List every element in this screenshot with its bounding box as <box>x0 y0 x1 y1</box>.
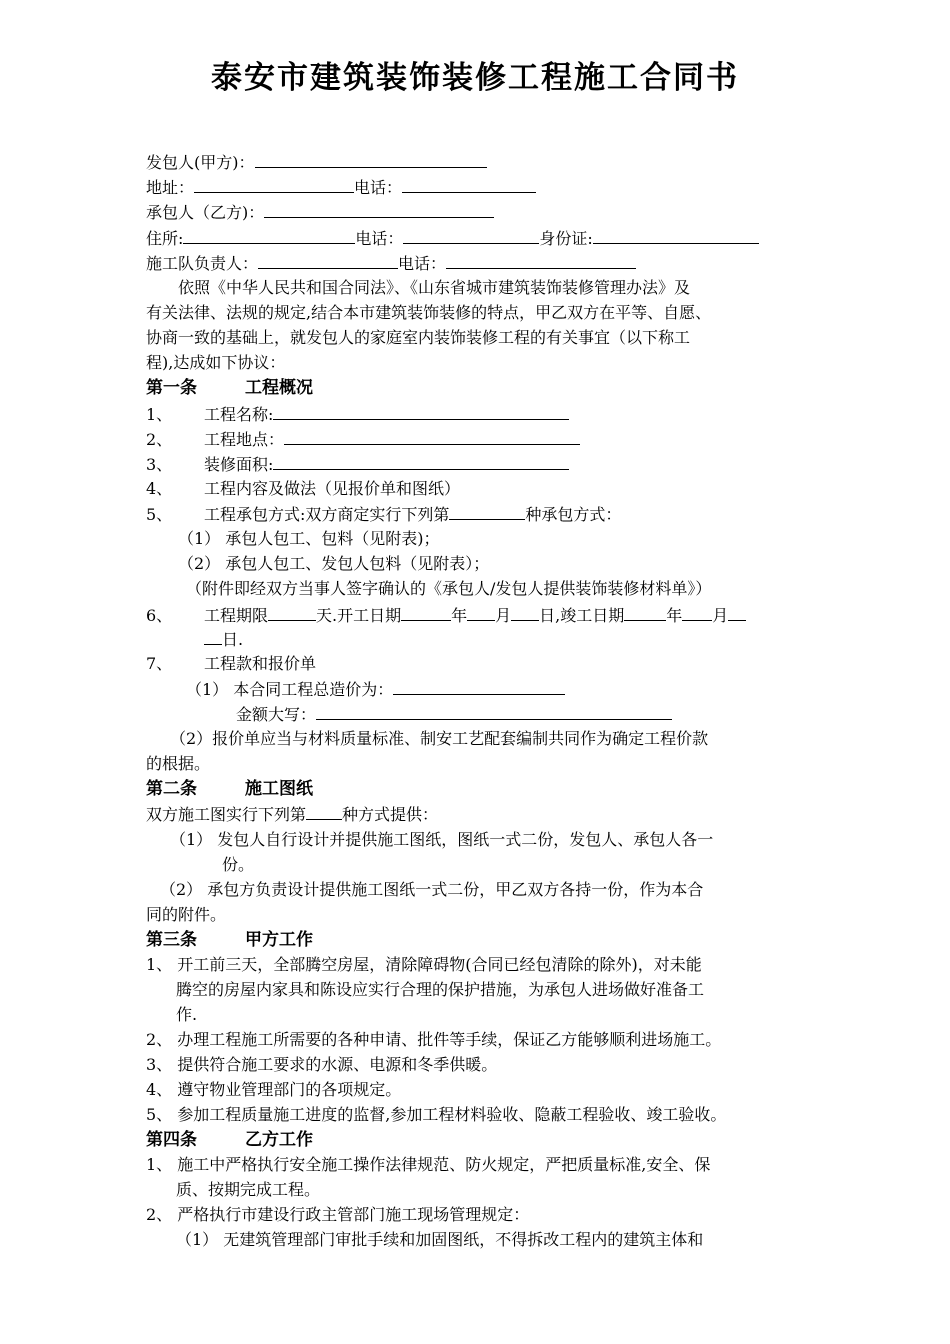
art1-item-1: 1、 工程名称: <box>146 402 569 427</box>
art1-item-6-cont: 日. <box>204 627 243 652</box>
phone2-label: 电话： <box>355 229 404 248</box>
address-line <box>146 175 536 200</box>
art3-item-1a: 1、 开工前三天，全部腾空房屋，清除障碍物(合同已经包清除的除外)，对未能 <box>146 955 702 974</box>
art2-option-2a: （2） 承包方负责设计提供施工图纸一式二份，甲乙双方各持一份，作为本合 <box>160 880 704 899</box>
art1-item-7-amount: 金额大写： <box>236 702 672 727</box>
team-leader-blank[interactable] <box>258 251 398 269</box>
start-month-blank[interactable] <box>467 603 495 621</box>
art1-item-7-2a: （2）报价单应当与材料质量标准、制安工艺配套编制共同作为确定工程价款 <box>170 729 709 748</box>
intro-line-1: 依照《中华人民共和国合同法》、《山东省城市建筑装饰装修管理办法》及 <box>178 278 691 297</box>
phone3-label: 电话： <box>398 254 447 273</box>
article-1-heading <box>146 376 313 400</box>
art1-item-5-option-2: （2） 承包人包工、发包人包料（见附表）； <box>178 554 490 573</box>
residence-label: 住所: <box>146 229 184 248</box>
end-month-blank[interactable] <box>682 603 712 621</box>
art1-item-5: 5、 工程承包方式:双方商定实行下列第 种承包方式： <box>146 502 621 527</box>
art1-item-5-option-1: （1） 承包人包工、包料（见附表)； <box>178 529 440 548</box>
residence-line <box>146 226 759 251</box>
art2-option-1b: 份。 <box>222 855 255 874</box>
address-label: 地址： <box>146 178 195 197</box>
residence-blank[interactable] <box>183 226 355 244</box>
art1-item-7: 7、 工程款和报价单 <box>146 654 317 673</box>
art3-item-4: 4、 遵守物业管理部门的各项规定。 <box>146 1080 402 1099</box>
contractor-label: 承包人（乙方)： <box>146 203 265 222</box>
end-year-blank[interactable] <box>624 603 666 621</box>
art1-item-6: 6、 工程期限 天.开工日期 年 月 日,竣工日期 年 月 <box>146 603 746 628</box>
intro-line-2: 有关法律、法规的规定,结合本市建筑装饰装修的特点，甲乙双方在平等、自愿、 <box>146 303 712 322</box>
end-day-blank-a[interactable] <box>728 603 746 621</box>
article-3-title: 甲方工作 <box>245 930 313 950</box>
article-3-number: 第三条 <box>146 930 197 950</box>
art3-item-3: 3、 提供符合施工要求的水源、电源和冬季供暖。 <box>146 1055 498 1074</box>
art2-option-2b: 同的附件。 <box>146 905 227 924</box>
employer-line <box>146 150 487 175</box>
amount-words-blank[interactable] <box>316 702 672 720</box>
end-day-blank-b[interactable] <box>204 627 222 645</box>
start-day-blank[interactable] <box>511 603 539 621</box>
team-leader-line <box>146 251 636 276</box>
art3-item-2: 2、 办理工程施工所需要的各种申请、批件等手续，保证乙方能够顺利进场施工。 <box>146 1030 722 1049</box>
art4-item-2: 2、 严格执行市建设行政主管部门施工现场管理规定： <box>146 1205 530 1224</box>
art3-item-1b: 腾空的房屋内家具和陈设应实行合理的保护措施，为承包人进场做好准备工 <box>176 980 705 999</box>
art3-item-5: 5、 参加工程质量施工进度的监督,参加工程材料验收、隐蔽工程验收、竣工验收。 <box>146 1105 727 1124</box>
drawing-mode-blank[interactable] <box>306 802 342 820</box>
project-name-blank[interactable] <box>273 402 569 420</box>
article-1-number: 第一条 <box>146 378 197 398</box>
employer-blank[interactable] <box>255 150 487 168</box>
start-year-blank[interactable] <box>401 603 451 621</box>
art1-item-3: 3、 装修面积: <box>146 452 569 477</box>
art4-item-1a: 1、 施工中严格执行安全施工操作法律规范、防火规定，严把质量标准,安全、保 <box>146 1155 711 1174</box>
phone2-blank[interactable] <box>403 226 539 244</box>
total-price-blank[interactable] <box>393 677 565 695</box>
article-3-heading <box>146 928 313 952</box>
art2-lead: 双方施工图实行下列第 种方式提供： <box>146 802 438 827</box>
art2-option-1a: （1） 发包人自行设计并提供施工图纸，图纸一式二份，发包人、承包人各一 <box>170 830 714 849</box>
team-leader-label: 施工队负责人： <box>146 254 259 273</box>
intro-line-3: 协商一致的基础上，就发包人的家庭室内装饰装修工程的有关事宜（以下称工 <box>146 328 691 347</box>
article-2-title: 施工图纸 <box>245 779 313 799</box>
address-blank[interactable] <box>194 175 354 193</box>
art3-item-1c: 作. <box>176 1005 198 1024</box>
article-4-title: 乙方工作 <box>245 1130 313 1150</box>
id-label: 身份证: <box>539 229 593 248</box>
article-1-title: 工程概况 <box>245 378 313 398</box>
article-2-heading <box>146 777 313 801</box>
art1-item-5-note: （附件即经双方当事人签字确认的《承包人/发包人提供装饰装修材料单》） <box>186 579 712 598</box>
article-2-number: 第二条 <box>146 779 197 799</box>
art4-item-1b: 质、按期完成工程。 <box>176 1180 321 1199</box>
document-title: 泰安市建筑装饰装修工程施工合同书 <box>211 60 739 96</box>
contract-mode-blank[interactable] <box>449 502 525 520</box>
art1-item-7-1: （1） 本合同工程总造价为： <box>186 677 565 702</box>
area-blank[interactable] <box>273 452 569 470</box>
phone-blank[interactable] <box>402 175 536 193</box>
contractor-blank[interactable] <box>264 200 494 218</box>
contractor-line <box>146 200 494 225</box>
article-4-number: 第四条 <box>146 1130 197 1150</box>
project-location-blank[interactable] <box>284 427 580 445</box>
art4-item-2-1: （1） 无建筑管理部门审批手续和加固图纸，不得拆改工程内的建筑主体和 <box>176 1230 704 1249</box>
intro-line-4: 程),达成如下协议： <box>146 353 286 372</box>
duration-days-blank[interactable] <box>268 603 316 621</box>
phone3-blank[interactable] <box>446 251 636 269</box>
id-blank[interactable] <box>593 226 759 244</box>
art1-item-4: 4、 工程内容及做法（见报价单和图纸） <box>146 479 461 498</box>
phone-label: 电话： <box>354 178 403 197</box>
art1-item-7-2b: 的根据。 <box>146 754 211 773</box>
employer-label: 发包人(甲方)： <box>146 153 255 172</box>
article-4-heading <box>146 1128 313 1152</box>
art1-item-2: 2、 工程地点： <box>146 427 580 452</box>
